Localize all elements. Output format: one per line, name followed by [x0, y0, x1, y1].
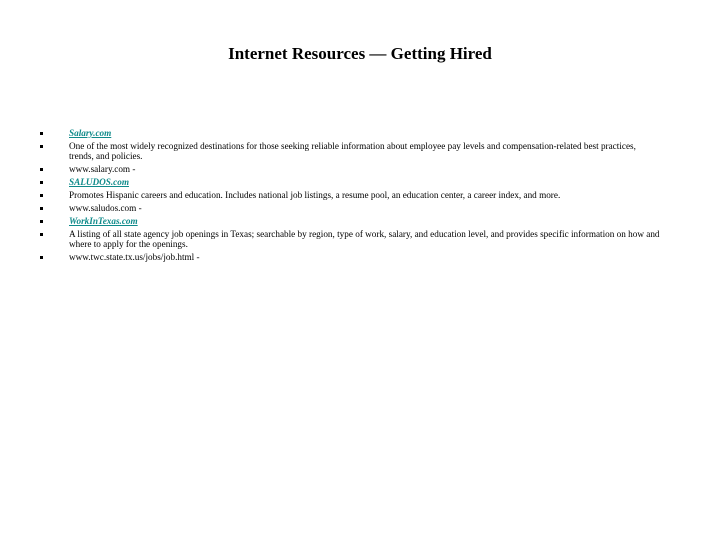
- bullet-icon: [40, 220, 43, 223]
- bullet-icon: [40, 207, 43, 210]
- list-item-saludos-description: [40, 190, 660, 200]
- saludos-url: www.saludos.com -: [69, 202, 142, 213]
- list-item-workintexas-link: [40, 216, 660, 226]
- list-item-saludos-url: [40, 203, 660, 213]
- list-item-workintexas-description: [40, 229, 660, 250]
- bullet-icon: [40, 194, 43, 197]
- list-item-salary-url: [40, 164, 660, 174]
- bullet-icon: [40, 145, 43, 148]
- workintexas-link[interactable]: WorkInTexas.com: [69, 215, 138, 226]
- bullet-icon: [40, 233, 43, 236]
- salary-link[interactable]: Salary.com: [69, 128, 112, 138]
- bullet-icon: [40, 181, 43, 184]
- list-item-salary-link: [40, 128, 660, 138]
- salary-url: www.salary.com -: [69, 164, 136, 175]
- bullet-list: [40, 128, 660, 265]
- bullet-icon: [40, 256, 43, 259]
- page-title: Internet Resources — Getting Hired: [228, 44, 492, 63]
- salary-description: One of the most widely recognized destinations for those seeking reliable information about employee pay levels and compensation-related best practices, trends, and policies.: [69, 140, 636, 162]
- saludos-link[interactable]: SALUDOS.com: [69, 177, 129, 188]
- list-item-salary-description: [40, 141, 660, 162]
- workintexas-description: A listing of all state agency job openings in Texas; searchable by region, type of work, salary, and education level, and provides specific information on how and where to apply for the openings.: [69, 228, 660, 250]
- twc-url: www.twc.state.tx.us/jobs/job.html -: [69, 252, 200, 263]
- bullet-icon: [40, 168, 43, 171]
- saludos-description: Promotes Hispanic careers and education. Includes national job listings, a resume pool, an education center, a career index, and more.: [69, 190, 561, 201]
- list-item-saludos-link: [40, 177, 660, 187]
- bullet-icon: [40, 132, 43, 135]
- list-item-twc-url: [40, 252, 660, 262]
